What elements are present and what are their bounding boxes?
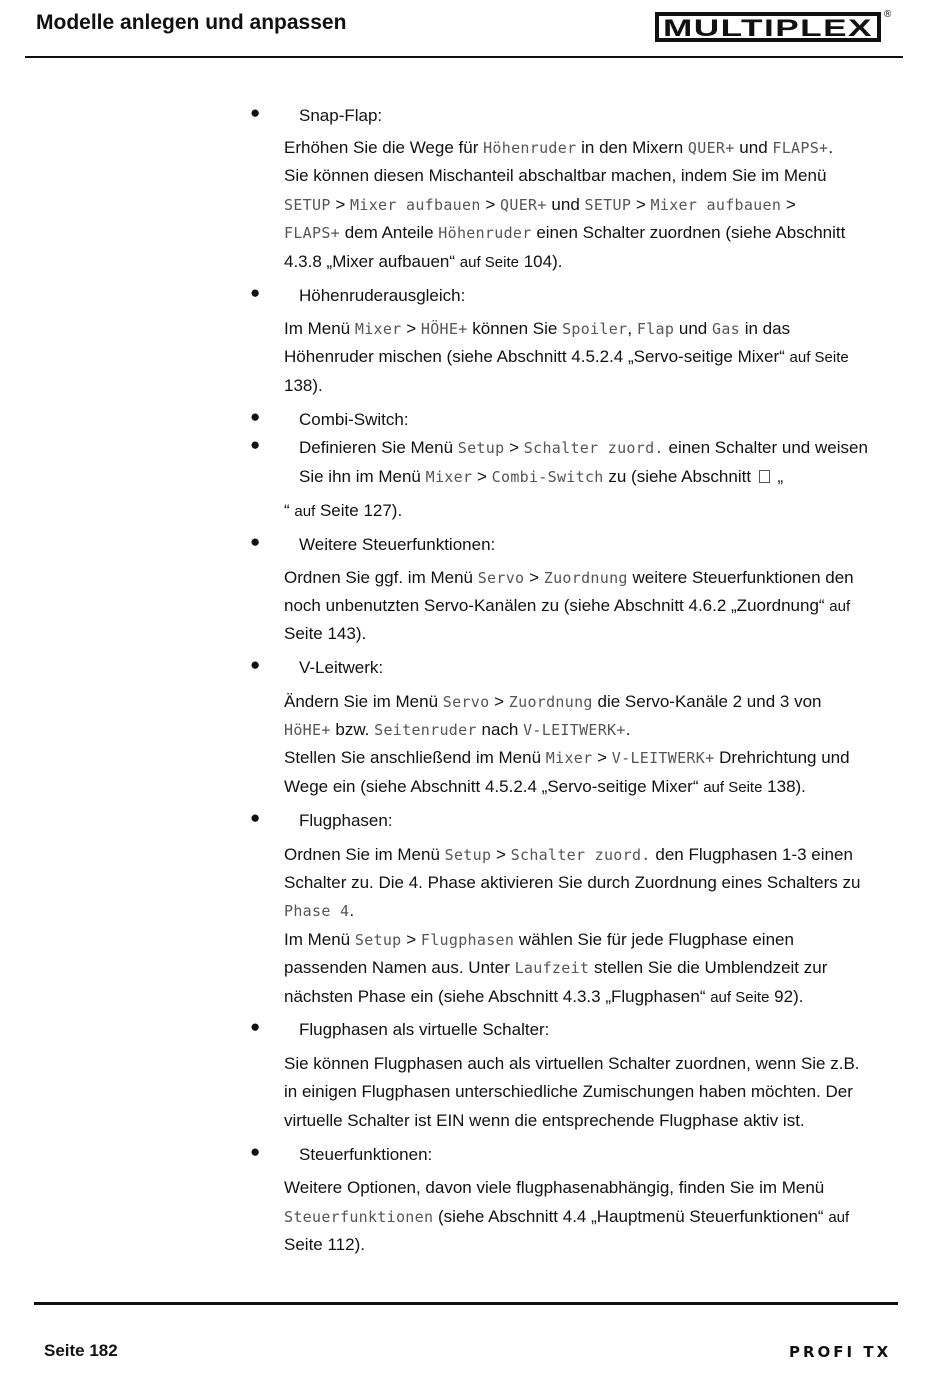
text-segment: zu (siehe Abschnitt [603,467,756,486]
text-segment: Stellen Sie anschließend im Menü [284,748,546,767]
menu-term: Schalter zuord. [510,846,651,864]
text-segment: . [625,720,631,739]
text-line [284,376,323,396]
text-segment: > [491,845,511,864]
text-segment: > [401,319,421,338]
bullet-heading: Weitere Steuerfunktionen: [299,535,496,554]
text-segment: virtuelle Schalter ist EIN wenn die entsprechende Flugphase aktiv ist. [284,1111,805,1130]
menu-term: Zuordnung [508,693,593,711]
bullet-heading: Steuerfunktionen: [299,1145,433,1164]
page-reference-label: auf Seite [459,254,519,271]
menu-term: Flap [636,320,675,338]
text-segment: „ [772,467,784,486]
menu-term: Mixer [425,468,473,486]
text-segment: (siehe Abschnitt 4.4 „Hauptmenü Steuerfunktionen“ [433,1207,829,1226]
page-header-title: Modelle anlegen und anpassen [36,11,347,34]
text-segment: Schalter zu. Die 4. Phase aktivieren Sie durch Zuordnung eines Schalters zu [284,873,861,892]
text-line [284,252,562,272]
text-segment: 4.3.8 „Mixer aufbauen“ [284,252,460,271]
text-line [284,901,354,921]
text-line [284,596,850,616]
text-segment: einen Schalter und weisen [663,438,868,457]
menu-term: Gas [711,320,740,338]
text-segment: den Flugphasen 1-3 einen [650,845,853,864]
bullet-heading: Flugphasen als virtuelle Schalter: [299,1020,550,1039]
bullet-heading [299,438,868,458]
menu-term: Setup [457,439,505,457]
text-segment: nach [476,720,524,739]
page-reference-label: auf [829,598,851,615]
text-segment: weitere Steuerfunktionen den [627,568,854,587]
logo-text: MULTIPLEX [663,15,873,42]
text-segment: > [489,692,509,711]
menu-term: Servo [442,693,490,711]
text-segment: dem Anteile [340,223,439,242]
menu-term: QUER+ [500,196,547,214]
bullet-icon: ● [250,532,261,551]
text-line [284,873,860,893]
text-line [284,1082,853,1102]
text-line [284,501,402,521]
menu-term: Zuordnung [543,569,628,587]
text-segment: > [330,195,351,214]
page-reference-label: auf Seite [710,989,770,1006]
text-segment: 92). [769,987,804,1006]
text-line [284,1235,365,1255]
text-segment: Definieren Sie Menü [299,438,458,457]
text-line [284,319,790,339]
menu-term: FLAPS+ [284,224,340,242]
text-segment: 138). [762,777,806,796]
text-line [284,223,845,243]
text-line [284,845,853,865]
menu-term: Steuerfunktionen [284,1208,434,1226]
bullet-icon: ● [250,655,261,674]
text-line [284,624,366,644]
text-segment: und [734,138,773,157]
text-segment: . [828,138,834,157]
bullet-icon: ● [250,407,261,426]
text-segment: in den Mixern [576,138,688,157]
text-segment: > [524,568,544,587]
menu-term: Mixer aufbauen [350,196,481,214]
text-segment: Sie können Flugphasen auch als virtuellen Schalter zuordnen, wenn Sie z.B. [284,1054,860,1073]
text-segment: > [781,195,796,214]
bullet-icon: ● [250,1142,261,1161]
bullet-heading: Snap-Flap: [299,106,383,125]
page-number: Seite 182 [44,1341,118,1360]
text-line [284,930,794,950]
bullet-heading [299,467,783,487]
text-segment: > [480,195,501,214]
text-segment: die Servo-Kanäle 2 und 3 von [592,692,822,711]
text-line [284,138,833,158]
text-segment: Ordnen Sie ggf. im Menü [284,568,478,587]
text-line [284,748,850,768]
text-segment: . [349,901,355,920]
menu-term: V-LEITWERK+ [611,749,715,767]
registered-mark: ® [884,9,891,20]
text-line [284,1178,824,1198]
text-segment: können Sie [467,319,563,338]
text-segment: Höhenruder mischen (siehe Abschnitt 4.5.2.4 „Servo-seitige Mixer“ [284,347,790,366]
menu-term: FLAPS+ [772,139,829,157]
text-segment: nächsten Phase ein (siehe Abschnitt 4.3.3 „Flugphasen“ [284,987,711,1006]
text-segment: > [592,748,612,767]
text-line [284,347,849,367]
text-line [284,166,826,186]
menu-term: Höhenruder [438,224,532,242]
text-segment: und [674,319,712,338]
menu-term: Spoiler [562,320,628,338]
bullet-icon: ● [250,435,261,454]
text-line [284,958,827,978]
text-line [284,720,630,740]
text-segment: stellen Sie die Umblendzeit zur [589,958,828,977]
text-line [284,692,821,712]
menu-term: Mixer aufbauen [650,196,782,214]
menu-term: SETUP [284,196,331,214]
text-segment: Sie ihn im Menü [299,467,426,486]
menu-term: Höhenruder [483,139,577,157]
text-segment: 138). [284,376,323,395]
bullet-heading: V-Leitwerk: [299,658,384,677]
header-divider [25,56,903,58]
text-segment: > [401,930,421,949]
text-line [284,568,854,588]
text-line [284,1207,849,1227]
menu-term: Laufzeit [514,959,590,977]
footer-divider [34,1302,898,1305]
page-reference-label: auf [828,1209,850,1226]
menu-term: QUER+ [687,139,735,157]
menu-term: Schalter zuord. [523,439,664,457]
menu-term: Mixer [354,320,402,338]
menu-term: SETUP [584,196,632,214]
menu-term: HöHE+ [284,721,331,739]
text-segment: Weitere Optionen, davon viele flugphasenabhängig, finden Sie im Menü [284,1178,825,1197]
bullet-icon: ● [250,808,261,827]
text-segment: bzw. [330,720,375,739]
text-segment: Erhöhen Sie die Wege für [284,138,484,157]
text-segment: Wege ein (siehe Abschnitt 4.5.2.4 „Servo-seitige Mixer“ [284,777,704,796]
page-reference-label: auf Seite [703,779,763,796]
text-segment: und [546,195,585,214]
text-segment: Sie können diesen Mischanteil abschaltbar machen, indem Sie im Menü [284,166,827,185]
text-line [284,195,796,215]
page-reference-label: auf [294,503,316,520]
bullet-icon: ● [250,283,261,302]
bullet-icon: ● [250,1017,261,1036]
menu-term: Mixer [545,749,593,767]
text-segment: > [631,195,651,214]
text-line [284,777,806,797]
text-segment: einen Schalter zuordnen (siehe Abschnitt [531,223,846,242]
missing-reference-box [759,470,770,483]
text-segment: “ [284,501,295,520]
text-segment: in das [739,319,791,338]
text-segment: > [504,438,524,457]
page-reference-label: auf Seite [789,349,849,366]
text-segment: Im Menü [284,319,355,338]
bullet-icon: ● [250,103,261,122]
text-segment: Drehrichtung und [714,748,850,767]
multiplex-logo [655,6,891,46]
text-segment: , [627,319,637,338]
bullet-heading: Combi-Switch: [299,410,409,429]
text-segment: Ordnen Sie im Menü [284,845,445,864]
menu-term: V-LEITWERK+ [523,721,626,739]
text-segment: Im Menü [284,930,355,949]
text-segment: Ändern Sie im Menü [284,692,443,711]
text-segment: Seite 143). [284,624,367,643]
text-segment: 104). [518,252,563,271]
text-segment: wählen Sie für jede Flugphase einen [514,930,794,949]
menu-term: Flugphasen [420,931,515,949]
menu-term: Combi-Switch [491,468,604,486]
text-line [284,987,803,1007]
menu-term: Seitenruder [374,721,477,739]
text-segment: passenden Namen aus. Unter [284,958,515,977]
menu-term: Setup [354,931,402,949]
bullet-heading: Flugphasen: [299,811,393,830]
menu-term: Phase 4 [284,902,350,920]
menu-term: HÖHE+ [420,320,468,338]
text-segment: in einigen Flugphasen unterschiedliche Zumischungen haben möchten. Der [284,1082,853,1101]
text-line [284,1111,805,1131]
menu-term: Setup [444,846,492,864]
text-line [284,1054,860,1074]
product-name: PROFI TX [789,1343,892,1361]
text-segment: Seite 127). [315,501,403,520]
text-segment: > [472,467,492,486]
text-segment: Seite 112). [284,1235,365,1254]
text-segment: noch unbenutzten Servo-Kanälen zu (siehe Abschnitt 4.6.2 „Zuordnung“ [284,596,830,615]
menu-term: Servo [477,569,525,587]
bullet-heading: Höhenruderausgleich: [299,286,466,305]
